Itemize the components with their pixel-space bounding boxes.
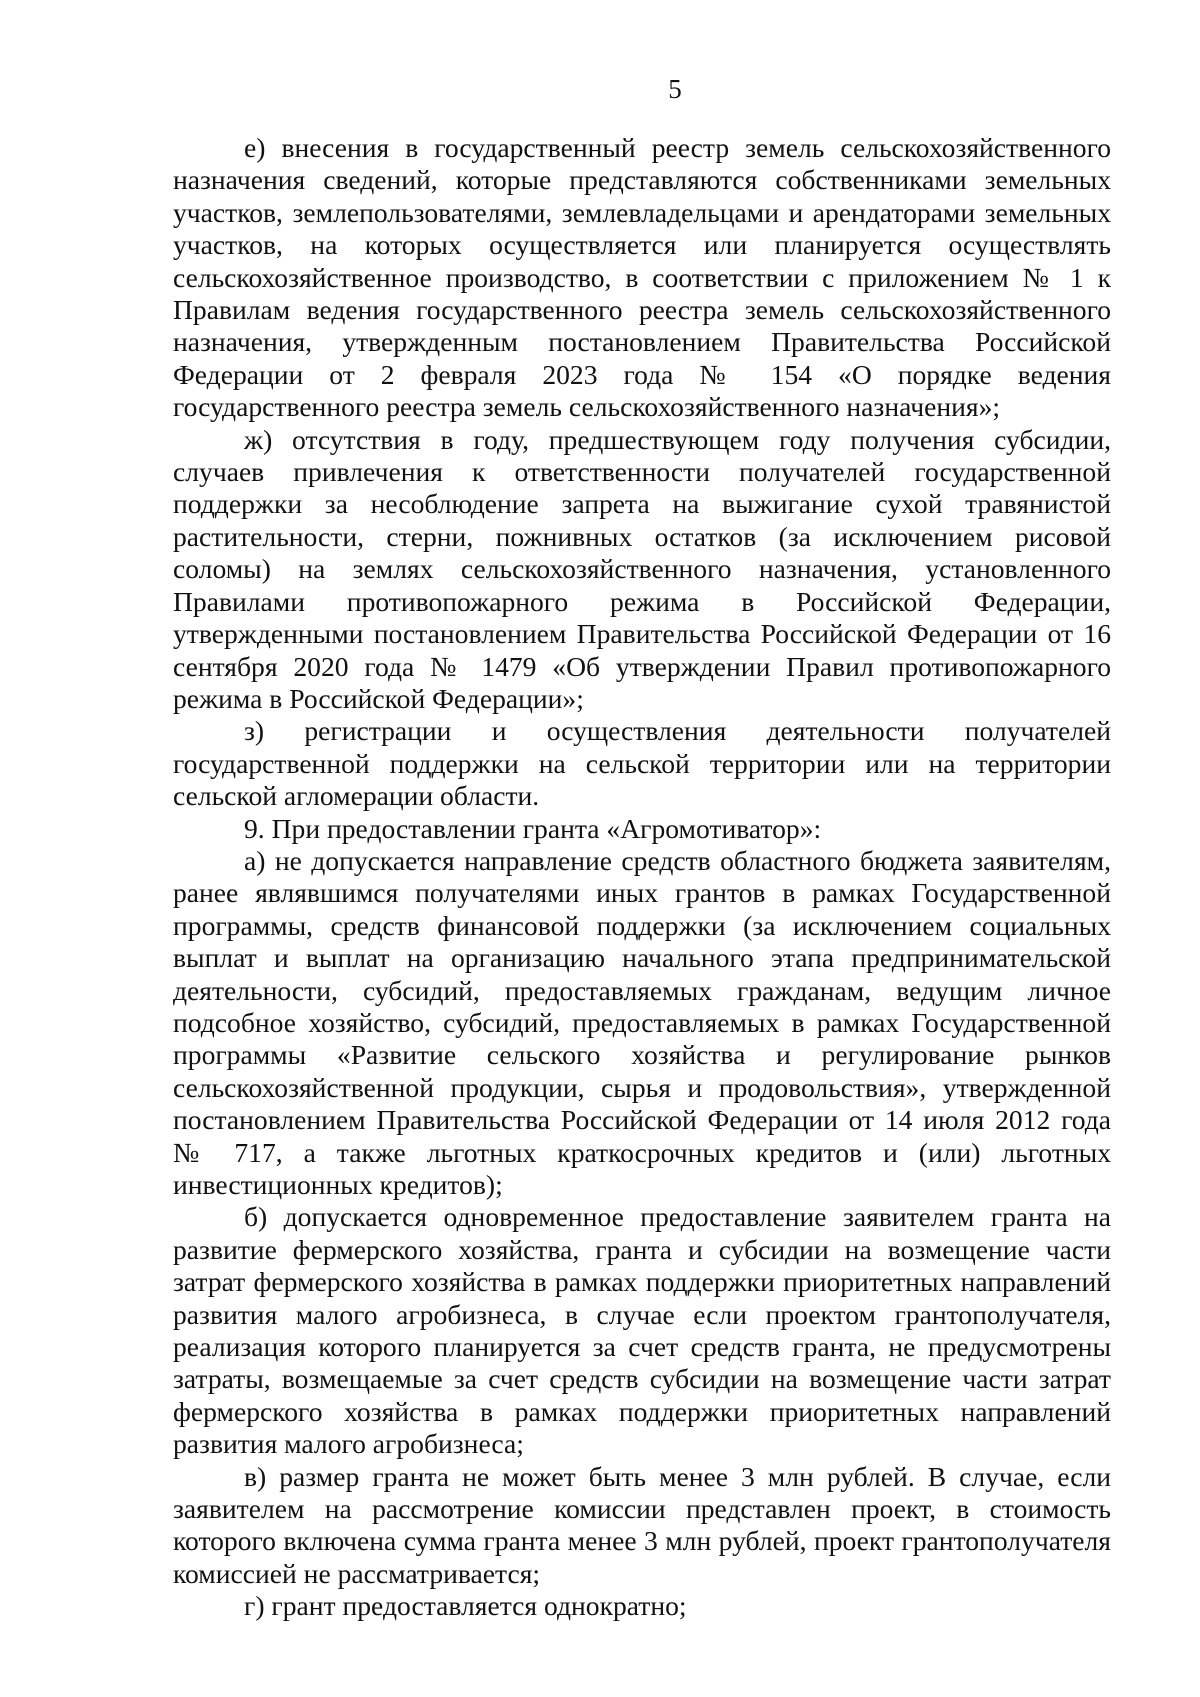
paragraph-z: з) регистрации и осуществления деятельности получателей государственной поддержки на сельской территории или на территории сельской агломерации области.	[173, 715, 1111, 812]
paragraph-b: б) допускается одновременное предоставление заявителем гранта на развитие фермерского хозяйства, гранта и субсидии на возмещение части затрат фермерского хозяйства в рамках поддержки приоритетных направлений развития малого агробизнеса, в случае если проектом грантополучателя, реализация которого планируется за счет средств гранта, не предусмотрены затраты, возмещаемые за счет средств субсидии на возмещение части затрат фермерского хозяйства в рамках поддержки приоритетных направлений развития малого агробизнеса;	[173, 1201, 1111, 1460]
section-9-heading: 9. При предоставлении гранта «Агромотиватор»:	[244, 812, 822, 844]
paragraph-g: г) грант предоставляется однократно;	[244, 1590, 687, 1622]
paragraph-zh: ж) отсутствия в году, предшествующем году получения субсидии, случаев привлечения к ответственности получателей государственной поддержки за несоблюдение запрета на выжигание сухой травянистой растительности, стерни, пожнивных остатков (за исключением рисовой соломы) на землях сельскохозяйственного назначения, установленного Правилами противопожарного режима в Российской Федерации, утвержденными постановлением Правительства Российской Федерации от 16 сентября 2020 года № 1479 «Об утверждении Правил противопожарного режима в Российской Федерации»;	[173, 423, 1111, 714]
paragraph-e: е) внесения в государственный реестр земель сельскохозяйственного назначения сведений, которые представляются собственниками земельных участков, землепользователями, землевладельцами и арендаторами земельных участков, на которых осуществляется или планируется осуществлять сельскохозяйственное производство, в соответствии с приложением № 1 к Правилам ведения государственного реестра земель сельскохозяйственного назначения, утвержденным постановлением Правительства Российской Федерации от 2 февраля 2023 года № 154 «О порядке ведения государственного реестра земель сельскохозяйственного назначения»;	[173, 132, 1111, 423]
page-number: 5	[668, 74, 682, 104]
paragraph-v: в) размер гранта не может быть менее 3 млн рублей. В случае, если заявителем на рассмотрение комиссии представлен проект, в стоимость которого включена сумма гранта менее 3 млн рублей, проект грантополучателя комиссией не рассматривается;	[173, 1460, 1111, 1589]
paragraph-a: а) не допускается направление средств областного бюджета заявителям, ранее являвшимся получателями иных грантов в рамках Государственной программы, средств финансовой поддержки (за исключением социальных выплат и выплат на организацию начального этапа предпринимательской деятельности, субсидий, предоставляемых гражданам, ведущим личное подсобное хозяйство, субсидий, предоставляемых в рамках Государственной программы «Развитие сельского хозяйства и регулирование рынков сельскохозяйственной продукции, сырья и продовольствия», утвержденной постановлением Правительства Российской Федерации от 14 июля 2012 года № 717, а также льготных краткосрочных кредитов и (или) льготных инвестиционных кредитов);	[173, 844, 1111, 1200]
document-body	[173, 132, 1111, 1623]
